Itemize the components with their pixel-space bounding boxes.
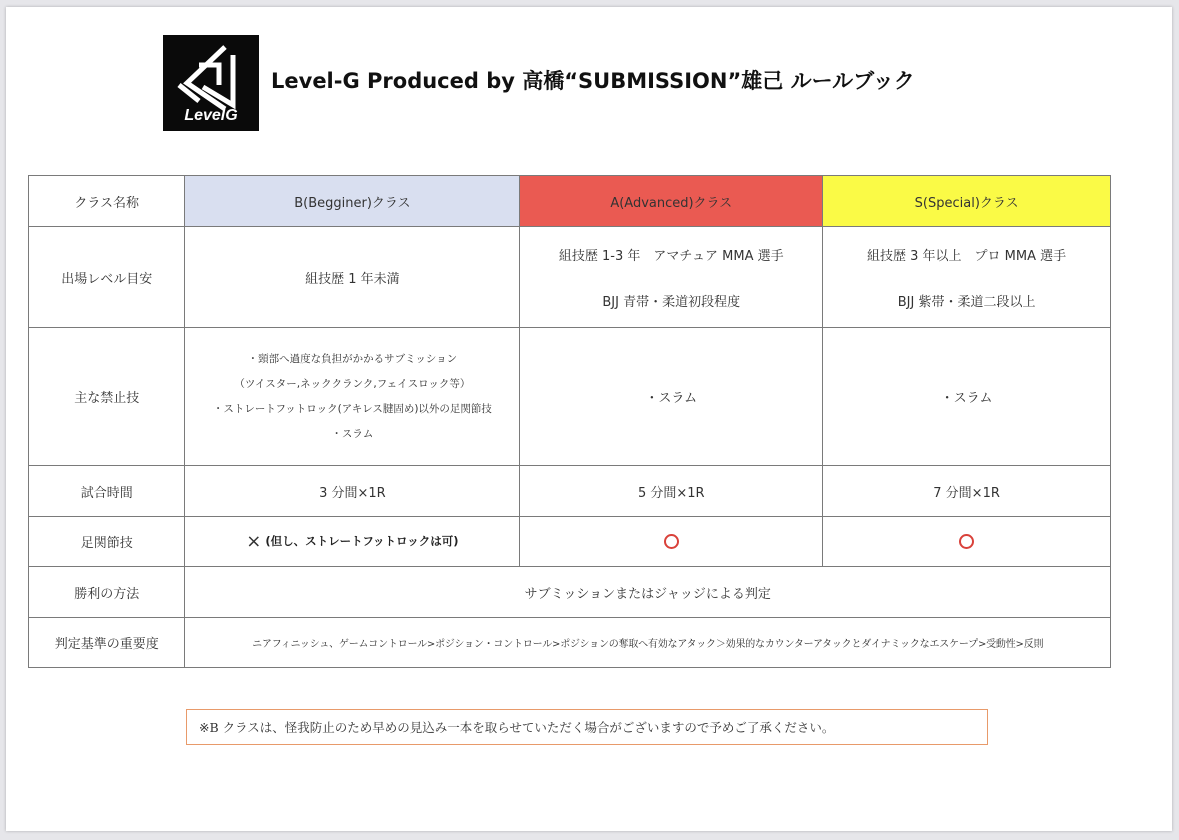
judging-text: ニアフィニッシュ、ゲームコントロール>ポジション・コントロール>ポジションの奪取へ有効なアタック＞効果的なカウンターアタックとダイナミックなエスケープ>受動性>反則: [252, 638, 1044, 650]
time-a: 5 分間×1R: [520, 466, 823, 517]
victory-label: 勝利の方法: [29, 567, 185, 618]
circle-allowed-icon: [664, 534, 679, 549]
table-header-row: [29, 176, 1111, 227]
banned-b-item: （ツイスター,ネッククランク,フェイスロック等）: [234, 377, 471, 390]
footlock-b: [185, 517, 520, 567]
banned-b: [185, 328, 520, 466]
time-b: 3 分間×1R: [185, 466, 520, 517]
logo-text: LevelG: [184, 107, 238, 124]
cross-mark-icon: ×: [246, 531, 262, 552]
level-a-line: BJJ 青帯・柔道初段程度: [602, 294, 741, 310]
footlock-row: [29, 517, 1111, 567]
time-s: 7 分間×1R: [823, 466, 1111, 517]
level-g-logo: [163, 35, 259, 131]
level-a-line: 組技歴 1-3 年 アマチュア MMA 選手: [558, 248, 784, 264]
rulebook-page: [6, 7, 1172, 831]
judging-value: [185, 618, 1111, 668]
time-label: 試合時間: [29, 466, 185, 517]
banned-techniques-row: [29, 328, 1111, 466]
circle-allowed-icon: [959, 534, 974, 549]
banned-b-item: ・ストレートフットロック(アキレス腱固め)以外の足関節技: [212, 402, 492, 415]
class-name-label: クラス名称: [29, 176, 185, 227]
match-time-row: [29, 466, 1111, 517]
notice-box: ※B クラスは、怪我防止のため早めの見込み一本を取らせていただく場合がございますので予めご了承ください。: [186, 709, 988, 745]
page-title: Level-G Produced by 高橋“SUBMISSION”雄己 ルールブック: [271, 69, 915, 93]
level-s-line: 組技歴 3 年以上 プロ MMA 選手: [867, 248, 1067, 264]
level-s: [823, 227, 1111, 328]
banned-s: ・スラム: [823, 328, 1111, 466]
banned-a: ・スラム: [520, 328, 823, 466]
level-s-line: BJJ 紫帯・柔道二段以上: [897, 294, 1036, 310]
level-a: [520, 227, 823, 328]
banned-label: 主な禁止技: [29, 328, 185, 466]
judging-row: [29, 618, 1111, 668]
level-row: [29, 227, 1111, 328]
level-label: 出場レベル目安: [29, 227, 185, 328]
victory-value: サブミッションまたはジャッジによる判定: [185, 567, 1111, 618]
footlock-a: [520, 517, 823, 567]
level-b: 組技歴 1 年未満: [185, 227, 520, 328]
footlock-s: [823, 517, 1111, 567]
a-class-header: A(Advanced)クラス: [520, 176, 823, 227]
footlock-label: 足関節技: [29, 517, 185, 567]
s-class-header: S(Special)クラス: [823, 176, 1111, 227]
banned-b-item: ・頸部へ過度な負担がかかるサブミッション: [247, 352, 458, 365]
banned-b-item: ・スラム: [331, 427, 374, 440]
rules-table: [28, 175, 1111, 668]
b-class-header: B(Begginer)クラス: [185, 176, 520, 227]
victory-row: [29, 567, 1111, 618]
footlock-b-note: (但し、ストレートフットロックは可): [265, 534, 459, 548]
judging-label: 判定基準の重要度: [29, 618, 185, 668]
